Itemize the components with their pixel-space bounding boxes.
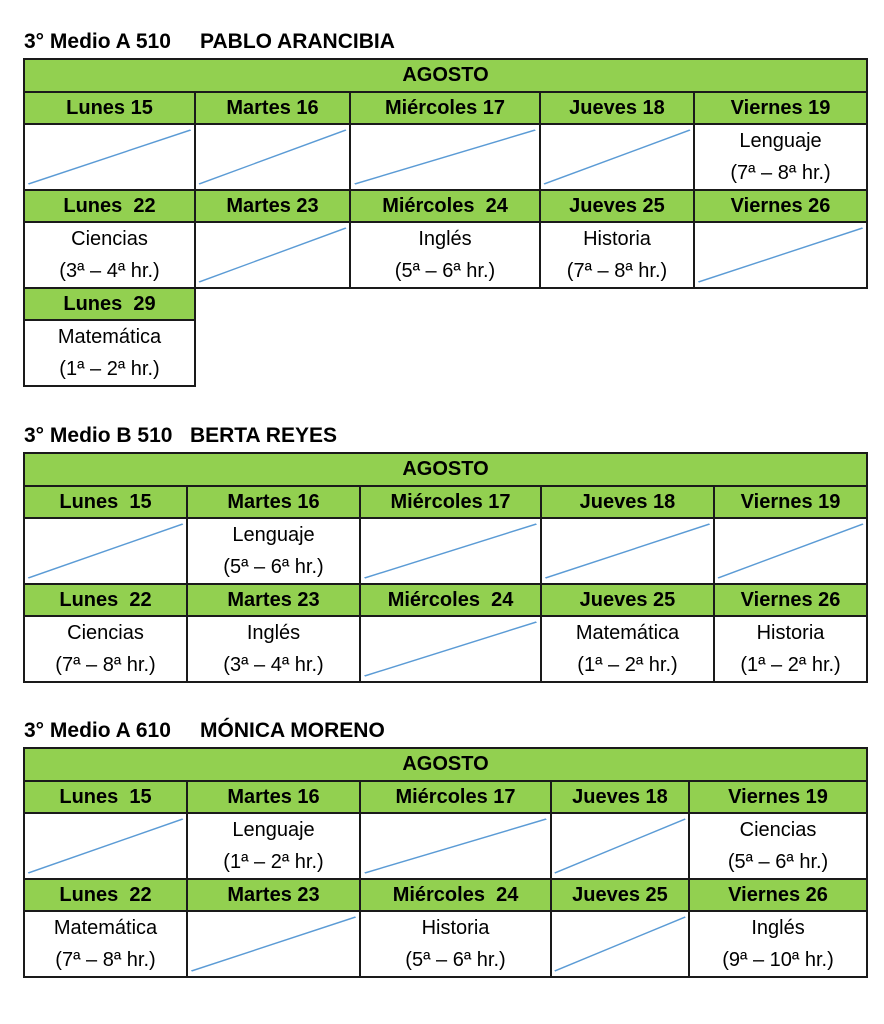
day-header: Miércoles 17: [350, 92, 540, 124]
exam-subject: Lenguaje: [739, 130, 822, 152]
exam-cell: [24, 616, 187, 682]
diagonal-slash: [188, 913, 359, 975]
day-header: Lunes 15: [24, 781, 187, 813]
exam-subject: Inglés: [751, 917, 805, 939]
exam-subject: Inglés: [418, 228, 472, 250]
no-exam-cell: [24, 518, 187, 584]
diagonal-slash: [361, 618, 540, 680]
day-header: Lunes 15: [24, 92, 195, 124]
day-header: Viernes 26: [689, 879, 867, 911]
day-header: Lunes 15: [24, 486, 187, 518]
day-header: Martes 23: [195, 190, 350, 222]
no-exam-cell: [540, 124, 694, 190]
diagonal-slash: [541, 126, 693, 188]
exam-hours: (5ª – 6ª hr.): [727, 851, 829, 873]
day-header: Viernes 19: [694, 92, 867, 124]
exam-hours: (7ª – 8ª hr.): [566, 260, 668, 282]
no-exam-cell: [541, 518, 714, 584]
exam-hours: (5ª – 6ª hr.): [223, 556, 324, 578]
diagonal-slash: [542, 520, 713, 582]
day-header: Miércoles 17: [360, 781, 551, 813]
exam-subject: Lenguaje: [232, 819, 315, 841]
no-exam-cell: [360, 813, 551, 879]
exam-hours: (7ª – 8ª hr.): [55, 654, 156, 676]
month-header: AGOSTO: [24, 453, 867, 486]
no-exam-cell: [714, 518, 867, 584]
day-header: Miércoles 24: [360, 584, 541, 616]
exam-cell: [541, 616, 714, 682]
day-header: Martes 23: [187, 879, 360, 911]
exam-cell: [24, 911, 187, 977]
month-header: AGOSTO: [24, 59, 867, 92]
day-header: Miércoles 24: [350, 190, 540, 222]
day-header: Jueves 25: [541, 584, 714, 616]
exam-subject: Matemática: [57, 326, 162, 348]
diagonal-slash: [25, 815, 186, 877]
day-header: Jueves 25: [551, 879, 689, 911]
day-header: Martes 16: [187, 486, 360, 518]
day-header: Miércoles 24: [360, 879, 551, 911]
section-title: 3° Medio A 510 PABLO ARANCIBIA: [24, 30, 395, 53]
diagonal-slash: [351, 126, 539, 188]
exam-cell: [360, 911, 551, 977]
day-header: Jueves 18: [540, 92, 694, 124]
no-exam-cell: [360, 518, 541, 584]
section-title: 3° Medio B 510 BERTA REYES: [24, 424, 337, 447]
diagonal-slash: [25, 126, 194, 188]
day-header: Viernes 19: [689, 781, 867, 813]
exam-cell: [540, 222, 694, 288]
diagonal-slash: [361, 815, 550, 877]
day-header: Lunes 22: [24, 879, 187, 911]
exam-subject: Ciencias: [71, 228, 148, 250]
exam-cell: [187, 616, 360, 682]
exam-cell: [24, 320, 195, 386]
schedule-table: [23, 58, 868, 387]
exam-cell: [24, 222, 195, 288]
exam-cell: [187, 813, 360, 879]
exam-cell: [714, 616, 867, 682]
day-header: Martes 23: [187, 584, 360, 616]
exam-hours: (5ª – 6ª hr.): [394, 260, 496, 282]
exam-subject: Historia: [756, 622, 825, 644]
exam-cell: [350, 222, 540, 288]
exam-hours: (1ª – 2ª hr.): [223, 851, 324, 873]
exam-hours: (1ª – 2ª hr.): [59, 358, 160, 380]
exam-subject: Inglés: [246, 622, 301, 644]
day-header: Lunes 29: [24, 288, 195, 320]
day-header: Viernes 19: [714, 486, 867, 518]
month-header: AGOSTO: [24, 748, 867, 781]
no-exam-cell: [195, 222, 350, 288]
no-exam-cell: [551, 911, 689, 977]
day-header: Martes 16: [195, 92, 350, 124]
exam-cell: [694, 124, 867, 190]
diagonal-slash: [552, 913, 688, 975]
no-exam-cell: [350, 124, 540, 190]
exam-subject: Historia: [583, 228, 651, 250]
schedule-table: [23, 452, 868, 683]
diagonal-slash: [695, 224, 866, 286]
exam-cell: [689, 813, 867, 879]
no-exam-cell: [551, 813, 689, 879]
exam-subject: Matemática: [575, 622, 680, 644]
exam-hours: (1ª – 2ª hr.): [577, 654, 678, 676]
exam-hours: (5ª – 6ª hr.): [405, 949, 506, 971]
exam-subject: Ciencias: [739, 819, 817, 841]
exam-subject: Matemática: [53, 917, 158, 939]
no-exam-cell: [360, 616, 541, 682]
day-header: Miércoles 17: [360, 486, 541, 518]
exam-hours: (9ª – 10ª hr.): [722, 949, 834, 971]
no-exam-cell: [187, 911, 360, 977]
day-header: Martes 16: [187, 781, 360, 813]
exam-subject: Historia: [421, 917, 490, 939]
exam-hours: (1ª – 2ª hr.): [740, 654, 841, 676]
table-spacer: [195, 320, 867, 386]
day-header: Lunes 22: [24, 190, 195, 222]
no-exam-cell: [24, 124, 195, 190]
exam-subject: Ciencias: [67, 622, 144, 644]
exam-hours: (7ª – 8ª hr.): [730, 162, 831, 184]
diagonal-slash: [196, 224, 349, 286]
diagonal-slash: [552, 815, 688, 877]
exam-subject: Lenguaje: [232, 524, 315, 546]
diagonal-slash: [25, 520, 186, 582]
diagonal-slash: [715, 520, 866, 582]
exam-hours: (3ª – 4ª hr.): [223, 654, 324, 676]
diagonal-slash: [361, 520, 540, 582]
day-header: Lunes 22: [24, 584, 187, 616]
exam-hours: (7ª – 8ª hr.): [55, 949, 156, 971]
schedule-table: [23, 747, 868, 978]
day-header: Jueves 25: [540, 190, 694, 222]
diagonal-slash: [196, 126, 349, 188]
exam-cell: [689, 911, 867, 977]
no-exam-cell: [24, 813, 187, 879]
table-spacer: [195, 288, 867, 320]
section-title: 3° Medio A 610 MÓNICA MORENO: [24, 719, 385, 742]
no-exam-cell: [195, 124, 350, 190]
exam-cell: [187, 518, 360, 584]
day-header: Jueves 18: [541, 486, 714, 518]
exam-hours: (3ª – 4ª hr.): [59, 260, 160, 282]
day-header: Viernes 26: [694, 190, 867, 222]
day-header: Jueves 18: [551, 781, 689, 813]
day-header: Viernes 26: [714, 584, 867, 616]
no-exam-cell: [694, 222, 867, 288]
